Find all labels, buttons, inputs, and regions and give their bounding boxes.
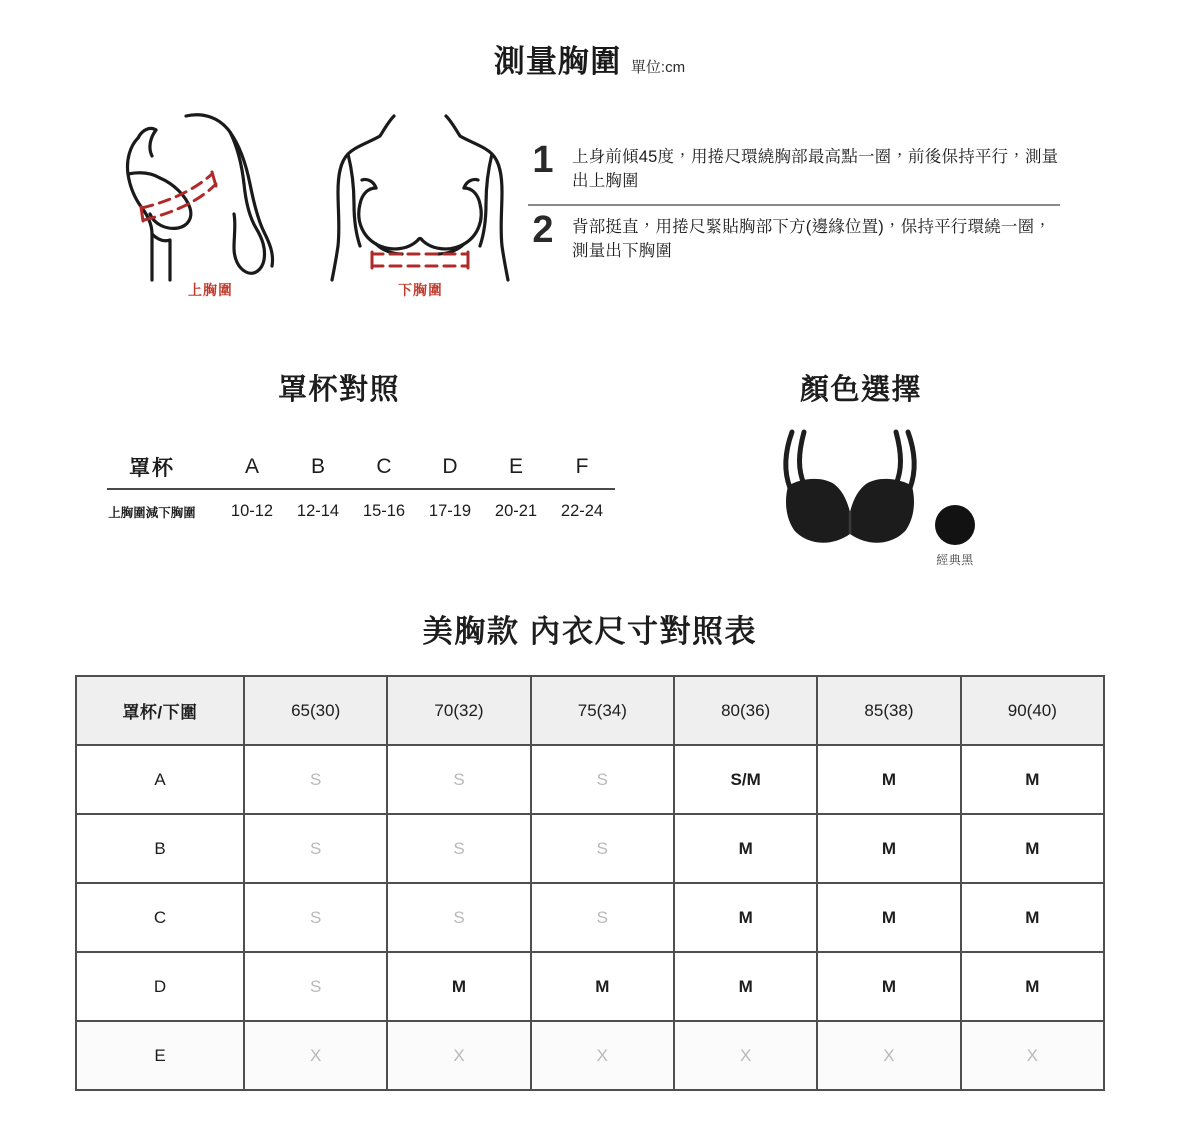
- cup-letter-e: E: [508, 455, 523, 478]
- cup-diff-label: 上胸圍減下胸圍: [108, 505, 196, 520]
- size-cell-e-90: X: [961, 1021, 1104, 1090]
- color-swatch-item[interactable]: [925, 505, 985, 568]
- size-col-header-75: 75(34): [531, 676, 674, 745]
- front-view-label: 下胸圍: [398, 282, 443, 298]
- cup-table-row-label: 罩杯: [129, 457, 175, 480]
- size-cell-b-65: S: [244, 814, 387, 883]
- table-row: [76, 745, 1104, 814]
- front-torso-icon: [318, 108, 523, 283]
- size-col-header-85: 85(38): [817, 676, 960, 745]
- size-cell-b-90: M: [961, 814, 1104, 883]
- unit-note: 單位:cm: [630, 59, 686, 76]
- cup-table-header-row: [85, 452, 615, 488]
- size-row-label-c: C: [76, 883, 244, 952]
- size-cell-a-65: S: [244, 745, 387, 814]
- measure-steps: [528, 136, 1060, 274]
- side-view-figure: [108, 108, 313, 298]
- size-cell-a-70: S: [387, 745, 530, 814]
- step-1-number: 1: [532, 139, 554, 181]
- product-image: [770, 420, 930, 560]
- size-cell-a-85: M: [817, 745, 960, 814]
- size-cell-b-75: S: [531, 814, 674, 883]
- page-title: 測量胸圍: [493, 44, 622, 79]
- cup-letter-c: C: [376, 455, 392, 478]
- size-cell-c-75: S: [531, 883, 674, 952]
- front-view-figure: [318, 108, 523, 298]
- size-col-header-80: 80(36): [674, 676, 817, 745]
- table-row: [76, 1021, 1104, 1090]
- table-row: [76, 814, 1104, 883]
- size-cell-c-70: S: [387, 883, 530, 952]
- color-swatch-label: 經典黑: [936, 553, 974, 567]
- cup-diff-e: 20-21: [494, 502, 538, 520]
- size-table-header-row: [76, 676, 1104, 745]
- cup-letter-f: F: [575, 455, 589, 478]
- step-2: [528, 206, 1060, 274]
- measure-title-row: [0, 36, 1179, 81]
- cup-letter-d: D: [442, 455, 458, 478]
- table-row: [76, 952, 1104, 1021]
- size-cell-c-85: M: [817, 883, 960, 952]
- size-row-label-d: D: [76, 952, 244, 1021]
- step-1-text: 上身前傾45度，用捲尺環繞胸部最高點一圈，前後保持平行，測量出上胸圍: [572, 148, 1059, 190]
- cup-diff-a: 10-12: [230, 502, 274, 520]
- size-cell-b-85: M: [817, 814, 960, 883]
- cup-chart-heading: 罩杯對照: [277, 374, 400, 406]
- table-row: [76, 883, 1104, 952]
- size-cell-d-70: M: [387, 952, 530, 1021]
- cup-diff-c: 15-16: [362, 502, 406, 520]
- cup-diff-f: 22-24: [560, 502, 604, 520]
- color-select-heading: 顏色選擇: [799, 374, 922, 406]
- size-cell-b-80: M: [674, 814, 817, 883]
- step-1: [528, 136, 1060, 204]
- size-cell-d-90: M: [961, 952, 1104, 1021]
- size-cell-a-75: S: [531, 745, 674, 814]
- size-cell-e-75: X: [531, 1021, 674, 1090]
- cup-table-value-row: [85, 490, 615, 521]
- size-col-header-cup-band: 罩杯/下圍: [76, 676, 244, 745]
- size-cell-d-75: M: [531, 952, 674, 1021]
- size-comparison-table: [75, 675, 1105, 1091]
- size-cell-d-80: M: [674, 952, 817, 1021]
- size-cell-e-70: X: [387, 1021, 530, 1090]
- size-cell-e-80: X: [674, 1021, 817, 1090]
- size-col-header-90: 90(40): [961, 676, 1104, 745]
- cup-diff-b: 12-14: [296, 502, 340, 520]
- step-2-number: 2: [532, 208, 554, 251]
- size-cell-c-65: S: [244, 883, 387, 952]
- size-cell-d-65: S: [244, 952, 387, 1021]
- size-cell-c-80: M: [674, 883, 817, 952]
- side-torso-icon: [108, 108, 313, 283]
- size-row-label-e: E: [76, 1021, 244, 1090]
- cup-letter-b: B: [310, 455, 325, 478]
- bra-product-icon: [770, 420, 930, 560]
- side-view-label: 上胸圍: [188, 282, 233, 298]
- size-cell-d-85: M: [817, 952, 960, 1021]
- size-row-label-a: A: [76, 745, 244, 814]
- size-cell-a-80: S/M: [674, 745, 817, 814]
- cup-diff-d: 17-19: [428, 502, 472, 520]
- size-row-label-b: B: [76, 814, 244, 883]
- size-cell-c-90: M: [961, 883, 1104, 952]
- step-2-text: 背部挺直，用捲尺緊貼胸部下方(邊緣位置)，保持平行環繞一圈，測量出下胸圍: [572, 217, 1051, 260]
- size-cell-e-85: X: [817, 1021, 960, 1090]
- cup-comparison-table: [85, 452, 615, 521]
- size-col-header-65: 65(30): [244, 676, 387, 745]
- size-cell-a-90: M: [961, 745, 1104, 814]
- size-cell-b-70: S: [387, 814, 530, 883]
- size-cell-e-65: X: [244, 1021, 387, 1090]
- cup-letter-a: A: [244, 455, 259, 478]
- size-table-title: 美胸款 內衣尺寸對照表: [421, 614, 758, 649]
- size-col-header-70: 70(32): [387, 676, 530, 745]
- color-swatch-dot[interactable]: [935, 505, 975, 545]
